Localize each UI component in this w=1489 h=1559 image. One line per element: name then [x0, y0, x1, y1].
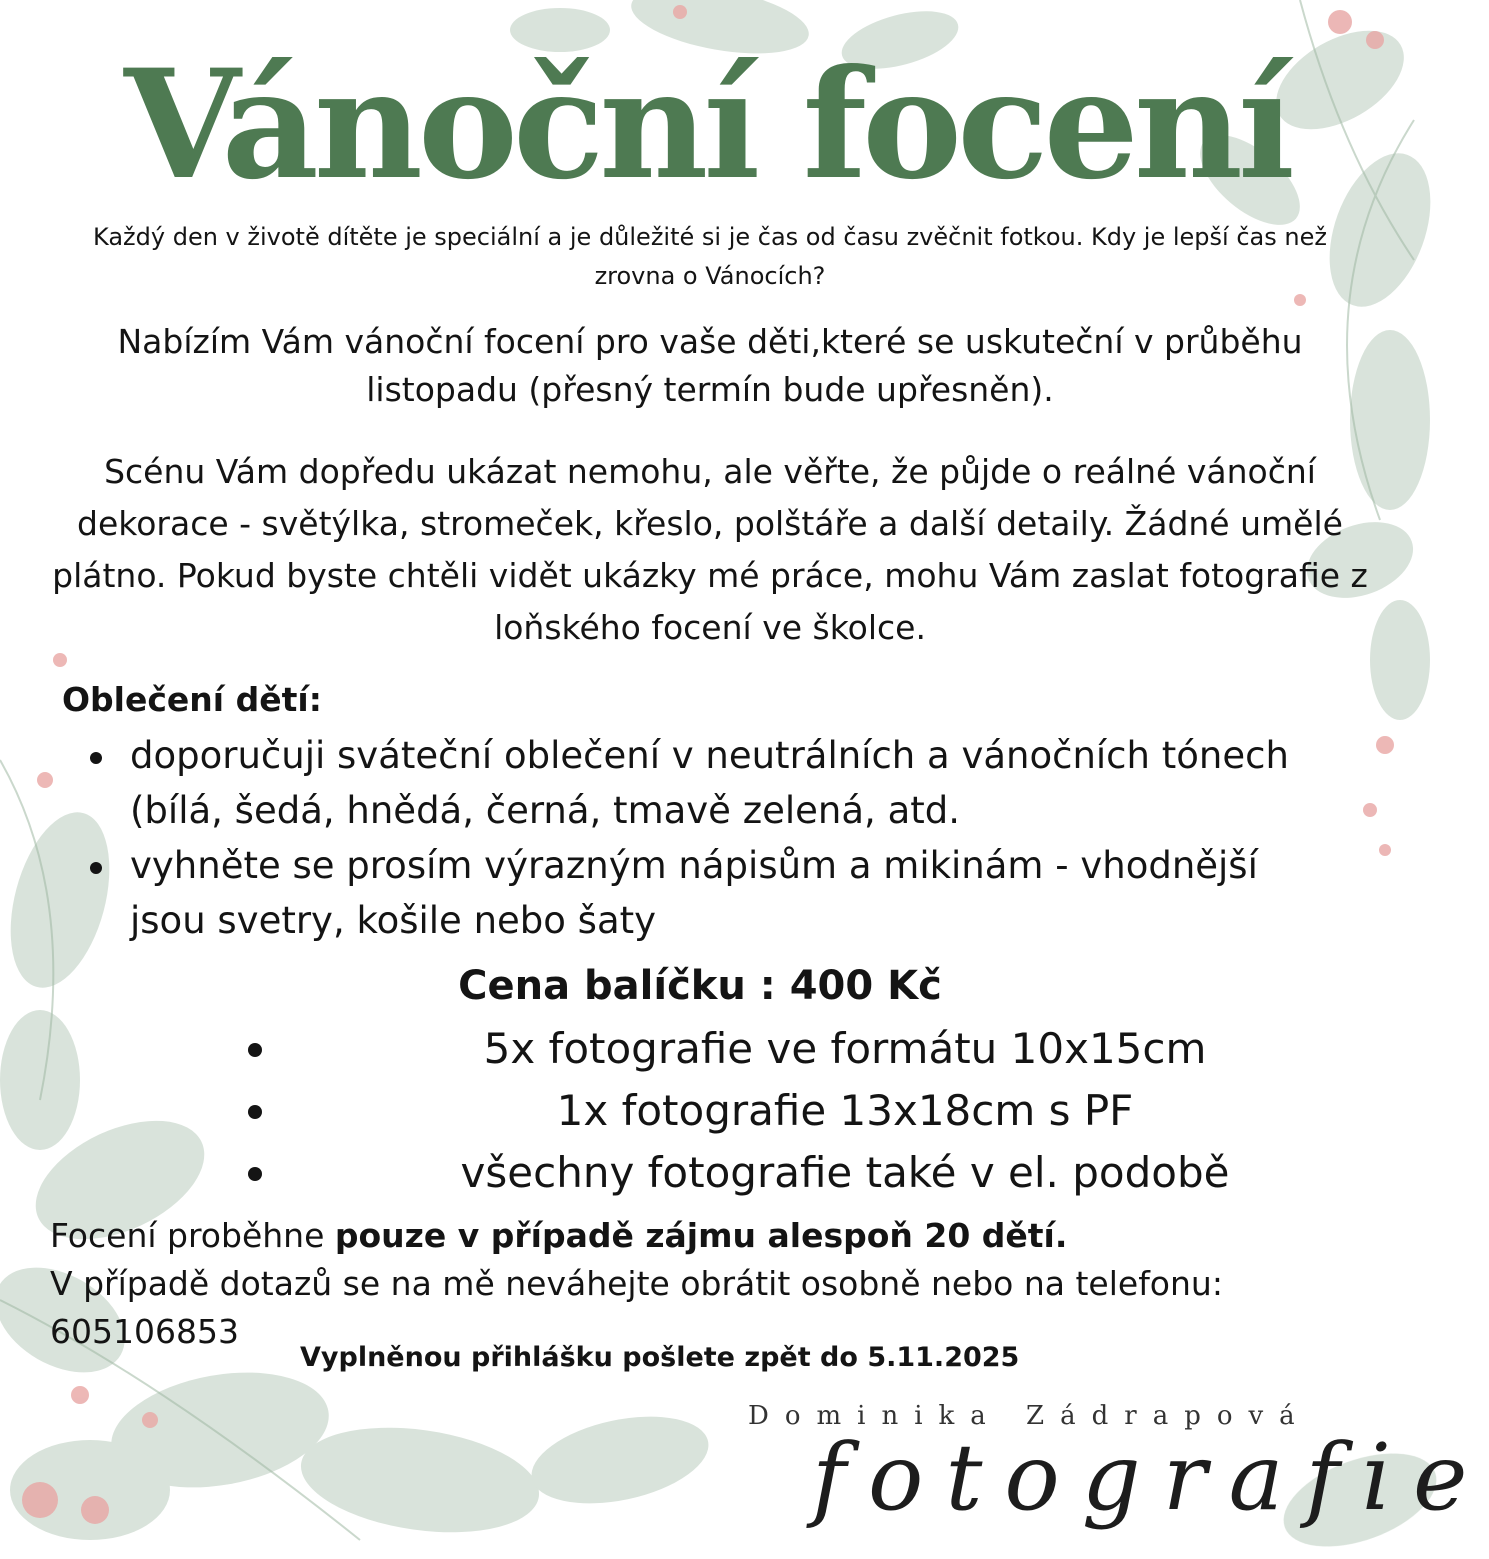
contact-line: V případě dotazů se na mě neváhejte obrátit osobně nebo na telefonu:	[50, 1264, 1223, 1303]
scene-text: Scénu Vám dopředu ukázat nemohu, ale věřte, že půjde o reálné vánoční dekorace - světýlka, stromeček, křeslo, polštáře a další detaily. Žádné umělé plátno. Pokud byste chtěli vidět ukázky mé práce, mohu Vám zaslat fotografie z loňského focení ve školce.	[52, 452, 1368, 647]
package-item-text: 1x fotografie 13x18cm s PF	[556, 1086, 1134, 1135]
page-title: Vánoční focení	[124, 37, 1290, 213]
condition-bold: pouze v případě zájmu alespoň 20 dětí.	[334, 1216, 1068, 1255]
clothing-heading: Oblečení dětí:	[62, 680, 322, 719]
package-item	[0, 1080, 1414, 1142]
bullet-icon	[248, 1167, 262, 1181]
clothing-list	[84, 728, 1344, 948]
note-block	[50, 1212, 1390, 1356]
deadline-text: Vyplněnou přihlášku pošlete zpět do 5.11.2025	[300, 1342, 1020, 1373]
condition-prefix: Focení proběhne	[50, 1216, 335, 1255]
clothing-item-text: doporučuji sváteční oblečení v neutrálních a vánočních tónech (bílá, šedá, hnědá, černá, tmavě zelená, atd.	[130, 734, 1289, 832]
offer-text: Nabízím Vám vánoční focení pro vaše děti,které se uskuteční v průběhu listopadu (přesný termín bude upřesněn).	[117, 322, 1303, 409]
condition-line	[50, 1212, 1390, 1260]
clothing-item-text: vyhněte se prosím výrazným nápisům a mikinám - vhodnější jsou svetry, košile nebo šaty	[130, 844, 1258, 942]
intro-text: Každý den v životě dítěte je speciální a je důležité si je čas od času zvěčnit fotkou. Kdy je lepší čas než zrovna o Vánocích?	[93, 223, 1327, 290]
phone-number: 605106853	[50, 1312, 239, 1351]
clothing-item	[84, 728, 1344, 838]
package-item-text: 5x fotografie ve formátu 10x15cm	[483, 1024, 1207, 1073]
bullet-icon	[90, 862, 102, 874]
package-item	[0, 1018, 1414, 1080]
signature-name: Dominika Zádrapová	[748, 1401, 1311, 1431]
package-item-text: všechny fotografie také v el. podobě	[460, 1148, 1230, 1197]
bullet-icon	[248, 1043, 262, 1057]
package-item	[0, 1142, 1414, 1204]
bullet-icon	[248, 1105, 262, 1119]
clothing-item	[84, 838, 1344, 948]
bullet-icon	[90, 752, 102, 764]
signature-script: fotografie	[812, 1424, 1489, 1531]
price-heading: Cena balíčku : 400 Kč	[458, 963, 942, 1009]
